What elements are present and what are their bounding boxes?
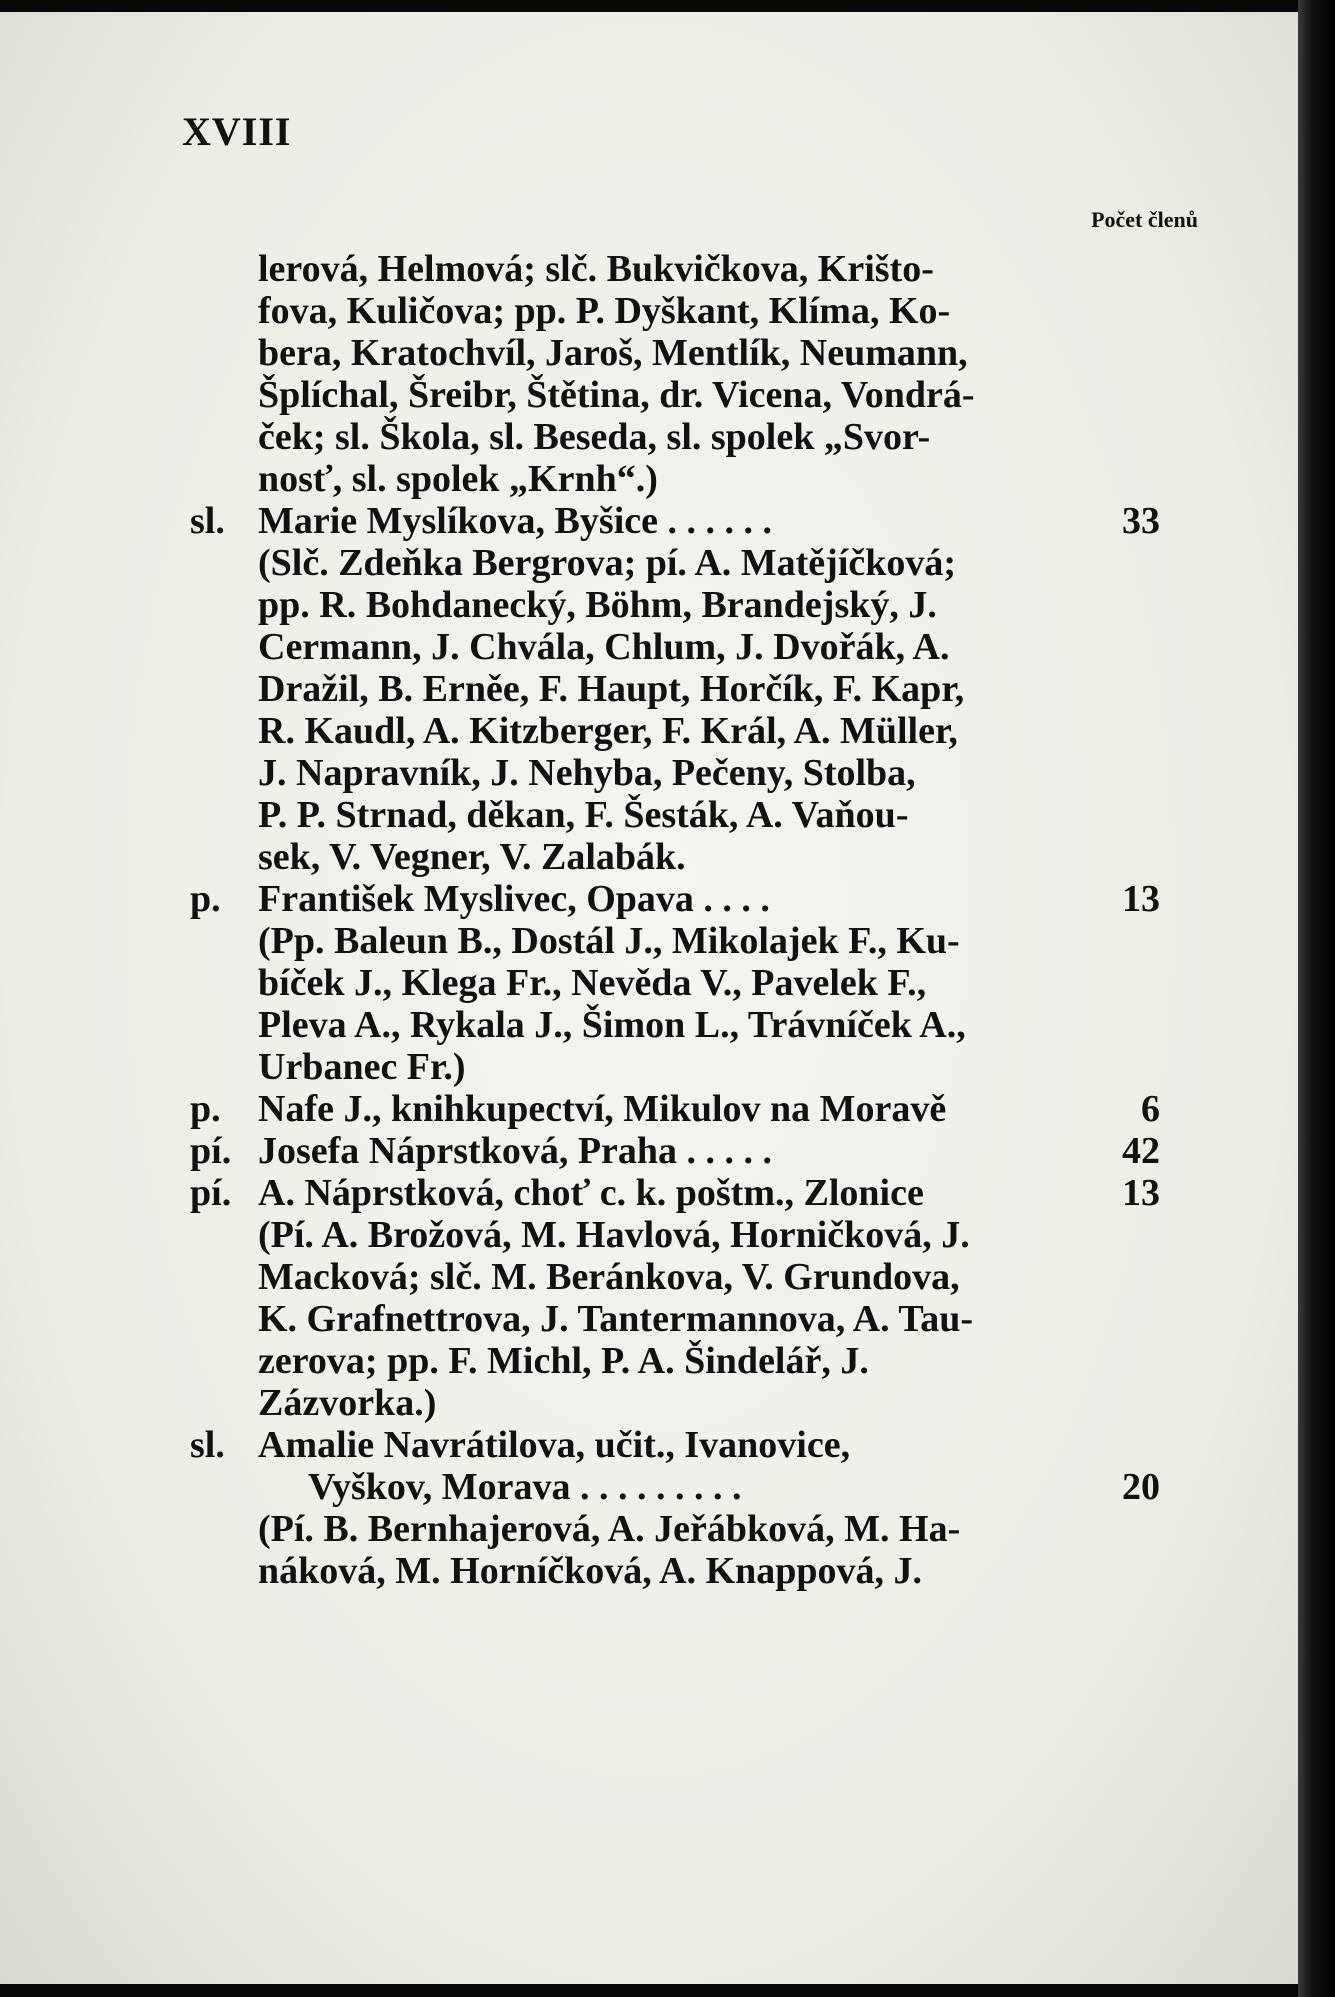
line-text: zerova; pp. F. Michl, P. A. Šindelář, J.	[258, 1340, 869, 1382]
member-count: 20	[1122, 1466, 1160, 1508]
text-line	[190, 1466, 1160, 1508]
text-line	[190, 1550, 1160, 1592]
member-count: 33	[1122, 500, 1160, 542]
line-text: (Pí. B. Bernhajerová, A. Jeřábková, M. Ha-	[258, 1508, 961, 1550]
member-count: 6	[1141, 1088, 1160, 1130]
text-line	[190, 1256, 1160, 1298]
page-edge-shadow	[1298, 0, 1335, 1997]
text-line	[190, 1298, 1160, 1340]
text-line	[190, 500, 1160, 542]
text-line	[190, 1004, 1160, 1046]
line-text: pp. R. Bohdanecký, Böhm, Brandejský, J.	[258, 584, 937, 626]
line-text: (Pp. Baleun B., Dostál J., Mikolajek F., Ku-	[258, 920, 960, 962]
line-text: bera, Kratochvíl, Jaroš, Mentlík, Neumann,	[258, 332, 968, 374]
text-line	[190, 374, 1160, 416]
line-text: K. Grafnettrova, J. Tantermannova, A. Tau-	[258, 1298, 974, 1340]
text-line	[190, 248, 1160, 290]
text-line	[190, 1424, 1160, 1466]
line-text: náková, M. Horníčková, A. Knappová, J.	[258, 1550, 923, 1592]
line-text: lerová, Helmová; slč. Bukvičkova, Krišto-	[258, 248, 934, 290]
line-text: (Slč. Zdeňka Bergrova; pí. A. Matějíčková;	[258, 542, 957, 584]
text-line	[190, 1046, 1160, 1088]
line-text: Dražil, B. Erněe, F. Haupt, Horčík, F. Kapr,	[258, 668, 965, 710]
line-text: ček; sl. Škola, sl. Beseda, sl. spolek „Svor-	[258, 416, 931, 458]
line-prefix: pí.	[190, 1172, 232, 1214]
text-line	[190, 1508, 1160, 1550]
line-text: Zázvorka.)	[258, 1382, 437, 1424]
line-text: A. Náprstková, choť c. k. poštm., Zlonice	[258, 1172, 924, 1214]
line-text: Urbanec Fr.)	[258, 1046, 466, 1088]
text-line	[190, 962, 1160, 1004]
text-line	[190, 542, 1160, 584]
line-text: P. P. Strnad, děkan, F. Šesták, A. Vaňou-	[258, 794, 909, 836]
line-text: J. Napravník, J. Nehyba, Pečeny, Stolba,	[258, 752, 916, 794]
line-prefix: p.	[190, 1088, 221, 1130]
text-line	[190, 1214, 1160, 1256]
line-text: Marie Myslíkova, Byšice . . . . . .	[258, 500, 772, 542]
text-line	[190, 1130, 1160, 1172]
text-line	[190, 668, 1160, 710]
line-text: fova, Kuličova; pp. P. Dyškant, Klíma, Ko-	[258, 290, 951, 332]
text-line	[190, 1382, 1160, 1424]
line-text: Šplíchal, Šreibr, Štětina, dr. Vicena, Vondrá-	[258, 374, 975, 416]
line-text: Vyškov, Morava . . . . . . . . .	[308, 1466, 742, 1508]
line-text: Nafe J., knihkupectví, Mikulov na Moravě	[258, 1088, 947, 1130]
line-prefix: sl.	[190, 1424, 225, 1466]
text-block	[190, 248, 1160, 1592]
text-line	[190, 290, 1160, 332]
text-line	[190, 458, 1160, 500]
text-line	[190, 836, 1160, 878]
text-line	[190, 1172, 1160, 1214]
text-line	[190, 416, 1160, 458]
text-line	[190, 584, 1160, 626]
text-line	[190, 920, 1160, 962]
line-prefix: p.	[190, 878, 221, 920]
line-prefix: pí.	[190, 1130, 232, 1172]
text-line	[190, 878, 1160, 920]
text-line	[190, 1340, 1160, 1382]
line-text: František Myslivec, Opava . . . .	[258, 878, 770, 920]
line-text: Pleva A., Rykala J., Šimon L., Trávníček A.,	[258, 1004, 966, 1046]
text-line	[190, 752, 1160, 794]
member-count: 42	[1122, 1130, 1160, 1172]
line-text: (Pí. A. Brožová, M. Havlová, Horničková, J.	[258, 1214, 970, 1256]
line-text: R. Kaudl, A. Kitzberger, F. Král, A. Müller,	[258, 710, 958, 752]
page-folio: XVIII	[182, 109, 292, 154]
text-line	[190, 1088, 1160, 1130]
line-text: sek, V. Vegner, V. Zalabák.	[258, 836, 686, 878]
text-line	[190, 794, 1160, 836]
text-line	[190, 626, 1160, 668]
member-count: 13	[1122, 1172, 1160, 1214]
line-text: nosť, sl. spolek „Krnh“.)	[258, 458, 658, 500]
text-line	[190, 332, 1160, 374]
line-text: Amalie Navrátilova, učit., Ivanovice,	[258, 1424, 851, 1466]
line-text: Macková; slč. M. Beránkova, V. Grundova,	[258, 1256, 960, 1298]
line-text: bíček J., Klega Fr., Nevěda V., Pavelek F.,	[258, 962, 927, 1004]
member-count: 13	[1122, 878, 1160, 920]
line-prefix: sl.	[190, 500, 225, 542]
line-text: Josefa Náprstková, Praha . . . . .	[258, 1130, 773, 1172]
column-header: Počet členů	[1091, 207, 1198, 232]
line-text: Cermann, J. Chvála, Chlum, J. Dvořák, A.	[258, 626, 950, 668]
text-line	[190, 710, 1160, 752]
